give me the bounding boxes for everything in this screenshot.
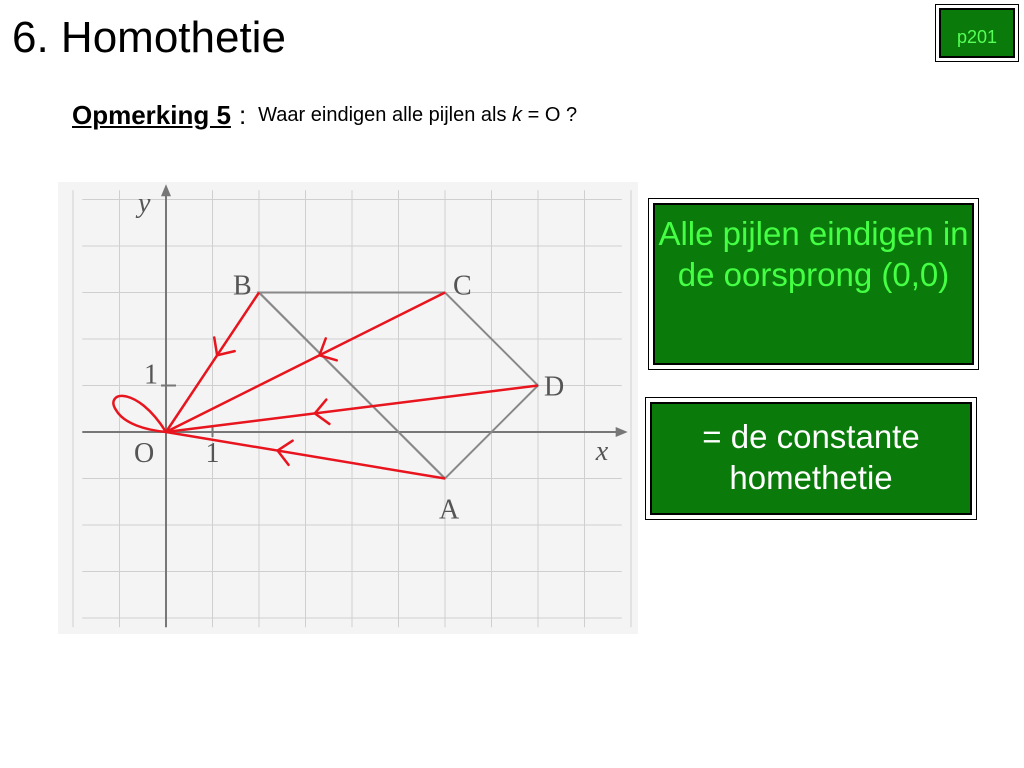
coordinate-figure [58,182,638,634]
point-label-d: D [544,371,565,403]
point-label-b: B [233,270,252,302]
origin-label: O [134,438,155,469]
y-axis-label: y [138,188,151,220]
remark-label: Opmerking 5 [72,100,231,130]
question-suffix: = O ? [522,104,578,126]
remark-row [72,100,577,131]
answer-box-fill [653,203,974,365]
y-tick-label: 1 [144,359,158,391]
conclusion-box [645,397,977,520]
question-prefix: Waar eindigen alle pijlen als [258,104,513,126]
answer-box [648,198,979,370]
arrowhead-c [319,338,336,360]
x-axis-arrowhead [616,427,628,437]
page-reference-label: p201 [956,27,998,47]
point-label-a: A [439,494,460,526]
y-axis-arrowhead [161,184,171,196]
origin-loop [113,396,166,432]
page-reference-badge-fill [939,8,1015,58]
point-label-c: C [453,270,472,302]
question-variable: k [512,104,523,126]
axes [82,184,627,627]
remark-question [258,104,577,126]
slide-title: 6. Homothetie [12,13,286,62]
x-axis-label: x [595,436,609,467]
remark-colon: : [238,100,247,130]
page-reference-badge [935,4,1019,62]
conclusion-box-fill [650,402,972,515]
coordinate-diagram [58,182,638,634]
answer-text: Alle pijlen eindigen in de oorsprong (0,0) [658,215,969,294]
x-tick-label: 1 [205,438,220,469]
conclusion-text: = de constante homethetie [702,418,920,497]
